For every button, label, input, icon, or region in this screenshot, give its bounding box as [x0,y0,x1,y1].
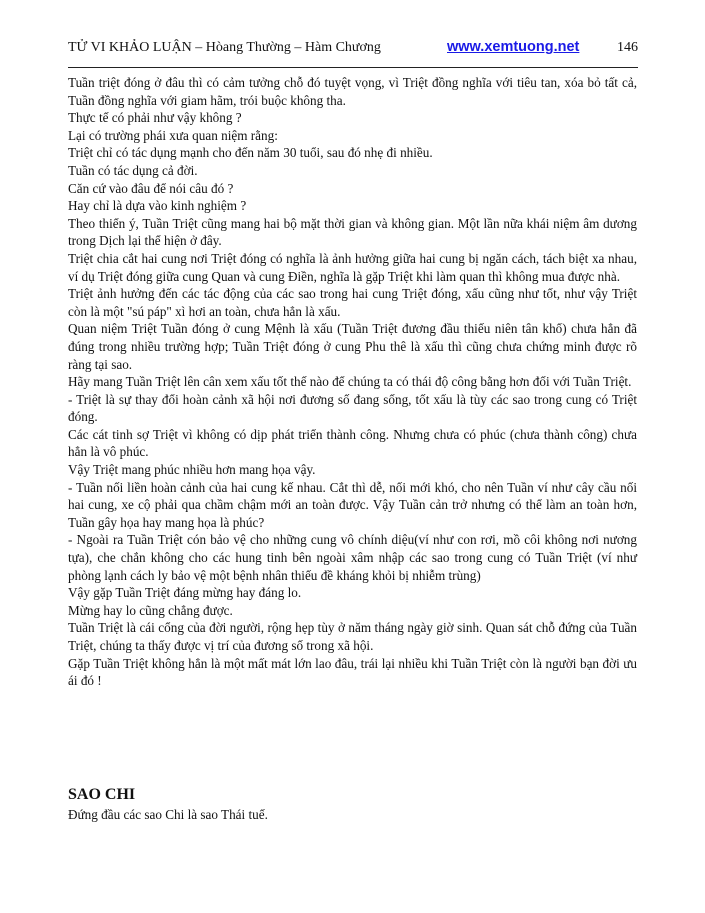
book-title: TỬ VI KHẢO LUẬN – Hòang Thường – Hàm Chương [68,40,381,55]
paragraph: Tuần triệt đóng ở đâu thì có cảm tưởng chỗ đó tuyệt vọng, vì Triệt đồng nghĩa với tiêu tan, xóa bỏ tất cả, Tuần đồng nghĩa với giam hãm, trói buộc không tha. [68,75,637,108]
page-number: 146 [617,40,638,55]
paragraph: Các cát tinh sợ Triệt vì không có dịp phát triển thành công. Nhưng chưa có phúc (chưa thành công) chưa hẳn là vô phúc. [68,426,637,460]
paragraph: Căn cứ vào đâu để nói câu đó ? [68,180,234,196]
paragraph: Vậy gặp Tuần Triệt đáng mừng hay đáng lo. [68,585,302,601]
paragraph: Hay chỉ là dựa vào kinh nghiệm ? [68,198,247,214]
paragraph: Theo thiển ý, Tuần Triệt cũng mang hai bộ mặt thời gian và không gian. Một lần nữa khái niệm âm dương trong Dịch lại thể hiện ở đây. [68,215,637,249]
paragraph: Lại có trường phái xưa quan niệm rằng: [68,127,278,143]
paragraph: Triệt ảnh hưởng đến các tác động của các sao trong hai cung Triệt đóng, xấu cũng như tốt, như vậy Triệt còn là một "sú páp" xì hơi an toàn, chưa hẳn là xấu. [68,286,637,319]
paragraph: Mừng hay lo cũng chẳng được. [68,602,233,618]
section-paragraph: Đứng đầu các sao Chi là sao Thái tuế. [68,807,268,822]
paragraph: - Ngoài ra Tuần Triệt cón bảo vệ cho những cung vô chính diệu(ví như con rơi, mồ côi không nơi nương tựa), che chắn không cho các hung tinh bên ngoài xâm nhập các sao trong cung có Tuần Triệt (ví như phòng lạnh cách ly bảo vệ một bệnh nhân thiếu đề kháng khỏi bị nhiễm trùng) [68,532,637,583]
body-text [68,74,637,690]
paragraph: Tuần có tác dụng cả đời. [68,162,198,178]
section-heading: SAO CHI [68,786,136,803]
paragraph: Vậy Triệt mang phúc nhiều hơn mang họa vậy. [68,462,316,478]
paragraph: Quan niệm Triệt Tuần đóng ở cung Mệnh là xấu (Tuần Triệt đương đầu thiếu niên tân khổ) chưa hẳn đã đúng trong nhiều trường hợp; Tuần Triệt đóng ở cung Phu thê là xấu thì cũng chưa chứng minh được rõ ràng tại sao. [68,321,637,372]
paragraph: Thực tế có phải như vậy không ? [68,110,242,126]
paragraph: Hãy mang Tuần Triệt lên cân xem xấu tốt thế nào để chúng ta có thái độ công bằng hơn đối với Tuần Triệt. [68,374,632,390]
paragraph: - Triệt là sự thay đổi hoàn cảnh xã hội nơi đương số đang sống, tốt xấu là tùy các sao trong cung có Triệt đóng. [68,391,637,425]
page-header [68,40,638,60]
website-link[interactable]: www.xemtuong.net [447,39,580,55]
paragraph: - Tuần nối liền hoàn cảnh của hai cung kế nhau. Cắt thì dễ, nối mới khó, cho nên Tuần ví như cây cầu nối hai cung, xe cộ phải qua chầm chậm mới an toàn được. Vậy Tuần cản trở nhưng có thể làm an toàn hơn, Tuần gây họa hay mang họa là phúc? [68,479,637,530]
paragraph: Triệt chỉ có tác dụng mạnh cho đến năm 30 tuổi, sau đó nhẹ đi nhiều. [68,145,433,161]
paragraph: Tuần Triệt là cái cổng của đời người, rộng hẹp tùy ở năm tháng ngày giờ sinh. Quan sát chỗ đứng của Tuần Triệt, chúng ta thấy được vị trí của đương số trong xã hội. [68,620,637,653]
paragraph: Triệt chia cắt hai cung nơi Triệt đóng có nghĩa là ảnh hưởng giữa hai cung bị ngăn cách, tách biệt xa nhau, ví dụ Triệt đóng giữa cung Quan và cung Điền, nghĩa là gặp Triệt khi làm quan thì không mua được nhà. [68,250,637,284]
header-divider [68,67,638,68]
paragraph: Gặp Tuần Triệt không hẳn là một mất mát lớn lao đâu, trái lại nhiều khi Tuần Triệt còn là người bạn đời ưu ái đó ! [68,655,637,689]
